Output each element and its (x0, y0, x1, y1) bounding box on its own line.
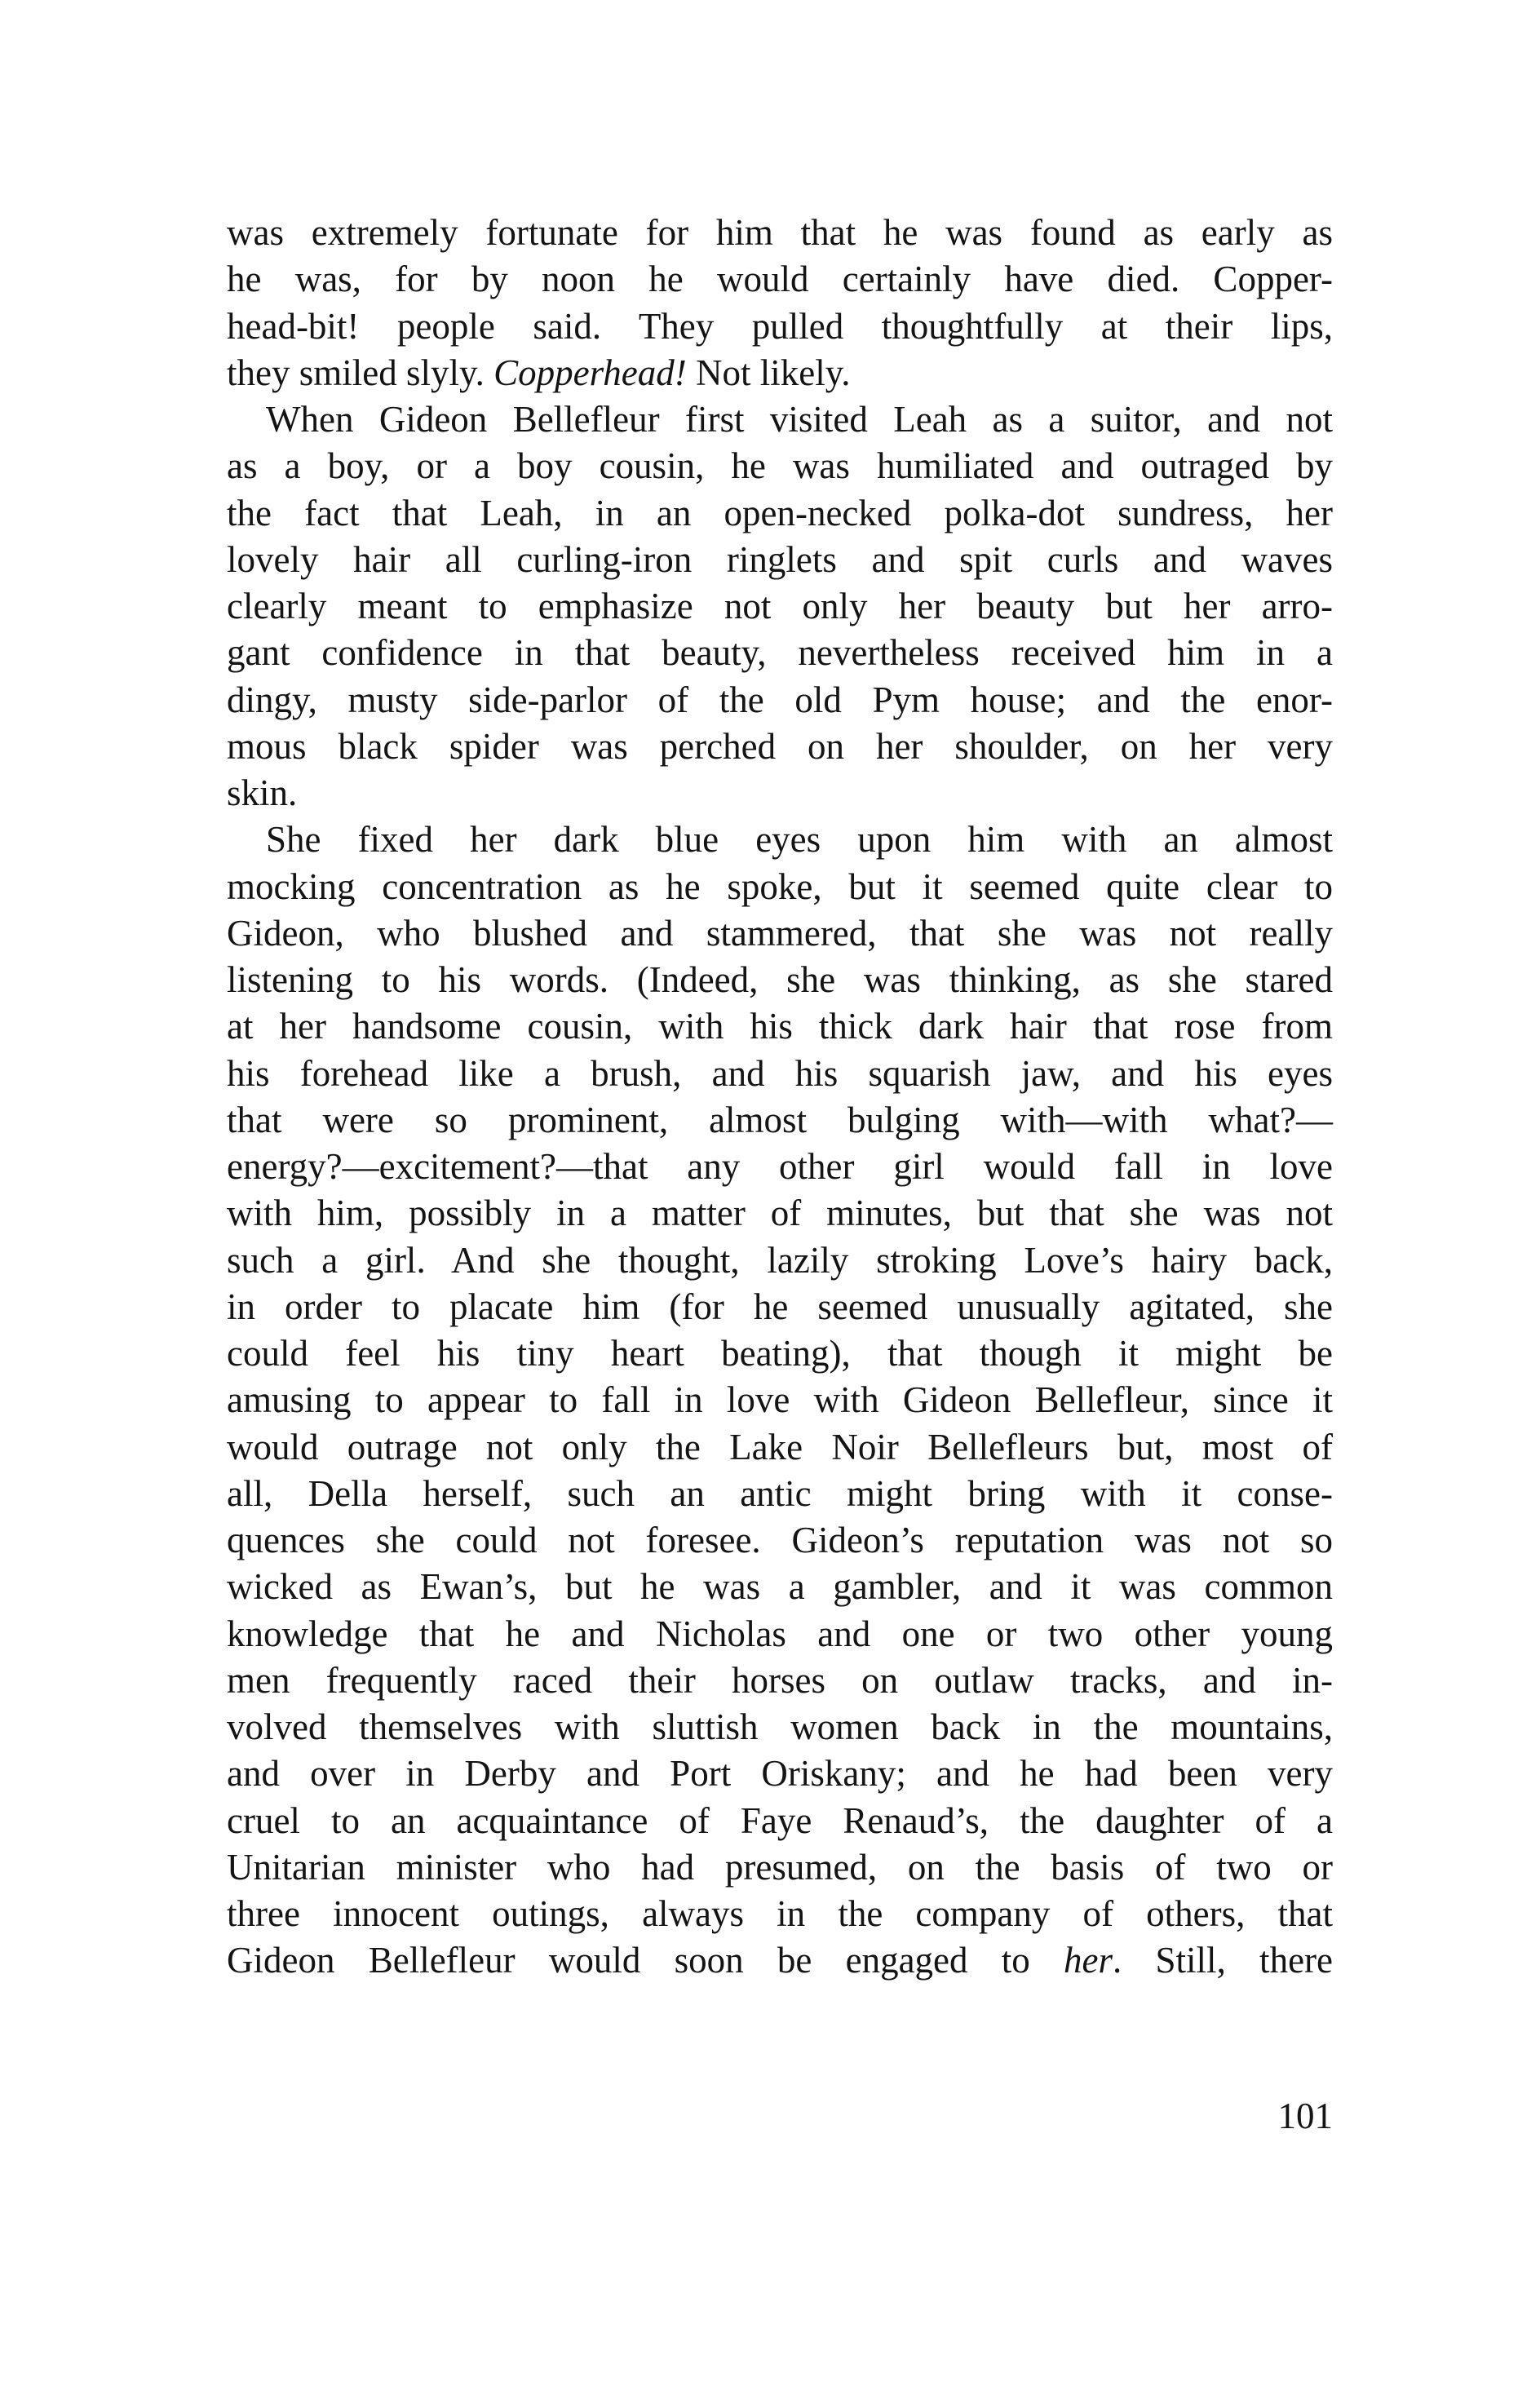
text-line: skin. (227, 772, 298, 813)
text-line: his forehead like a brush, and his squarish jaw, and his eyes (227, 1053, 1333, 1094)
text-line: that were so prominent, almost bulging with—with what?— (227, 1100, 1333, 1140)
text-line: three innocent outings, always in the company of others, that (227, 1893, 1333, 1934)
text-line: knowledge that he and Nicholas and one or two other young (227, 1613, 1333, 1654)
text-line: cruel to an acquaintance of Faye Renaud’s, the daughter of a (227, 1800, 1333, 1841)
text-run: Not likely. (686, 352, 851, 393)
text-line: She fixed her dark blue eyes upon him with an almost (266, 819, 1333, 860)
text-line: energy?—excitement?—that any other girl would fall in love (227, 1146, 1333, 1187)
italic-word: Copperhead! (493, 352, 687, 393)
text-line: would outrage not only the Lake Noir Bellefleurs but, most of (227, 1427, 1333, 1467)
text-line: such a girl. And she thought, lazily stroking Love’s hairy back, (227, 1240, 1333, 1281)
text-line: listening to his words. (Indeed, she was thinking, as she stared (227, 959, 1333, 1000)
text-line: and over in Derby and Port Oriskany; and he had been very (227, 1753, 1333, 1794)
text-line: clearly meant to emphasize not only her beauty but her arro- (227, 586, 1333, 626)
page-number: 101 (1277, 2096, 1333, 2136)
text-line: volved themselves with sluttish women back in the mountains, (227, 1706, 1333, 1747)
text-line: men frequently raced their horses on outlaw tracks, and in- (227, 1660, 1333, 1701)
text-line: lovely hair all curling-iron ringlets and spit curls and waves (227, 539, 1333, 580)
text-line: head-bit! people said. They pulled thoughtfully at their lips, (227, 306, 1333, 347)
text-line (227, 1936, 1333, 1984)
text-line: with him, possibly in a matter of minutes, but that she was not (227, 1193, 1333, 1233)
text-line: gant confidence in that beauty, nevertheless received him in a (227, 632, 1333, 673)
text-line: the fact that Leah, in an open-necked polka-dot sundress, her (227, 493, 1333, 533)
text-line: wicked as Ewan’s, but he was a gambler, and it was common (227, 1566, 1333, 1607)
text-run: they smiled slyly. (227, 352, 494, 393)
text-line: at her handsome cousin, with his thick dark hair that rose from (227, 1006, 1333, 1047)
text-line: he was, for by noon he would certainly have died. Copper- (227, 259, 1333, 299)
text-line: could feel his tiny heart beating), that though it might be (227, 1333, 1333, 1374)
text-line: as a boy, or a boy cousin, he was humiliated and outraged by (227, 445, 1333, 486)
text-line: was extremely fortunate for him that he was found as early as (227, 212, 1333, 253)
text-line: mous black spider was perched on her shoulder, on her very (227, 726, 1333, 767)
text-line: When Gideon Bellefleur first visited Leah as a suitor, and not (266, 399, 1333, 440)
text-run: Gideon Bellefleur would soon be engaged to (227, 1940, 1064, 1981)
text-line: Gideon, who blushed and stammered, that she was not really (227, 913, 1333, 954)
text-run: . Still, there (1113, 1940, 1333, 1981)
text-line: Unitarian minister who had presumed, on the basis of two or (227, 1847, 1333, 1888)
text-line (227, 349, 1333, 396)
text-line: mocking concentration as he spoke, but it seemed quite clear to (227, 866, 1333, 907)
italic-word: her (1064, 1940, 1113, 1981)
text-line: dingy, musty side-parlor of the old Pym house; and the enor- (227, 679, 1333, 720)
text-line: in order to placate him (for he seemed unusually agitated, she (227, 1286, 1333, 1327)
text-line: all, Della herself, such an antic might bring with it conse- (227, 1473, 1333, 1514)
text-line: quences she could not foresee. Gideon’s reputation was not so (227, 1520, 1333, 1560)
text-line: amusing to appear to fall in love with Gideon Bellefleur, since it (227, 1379, 1333, 1420)
